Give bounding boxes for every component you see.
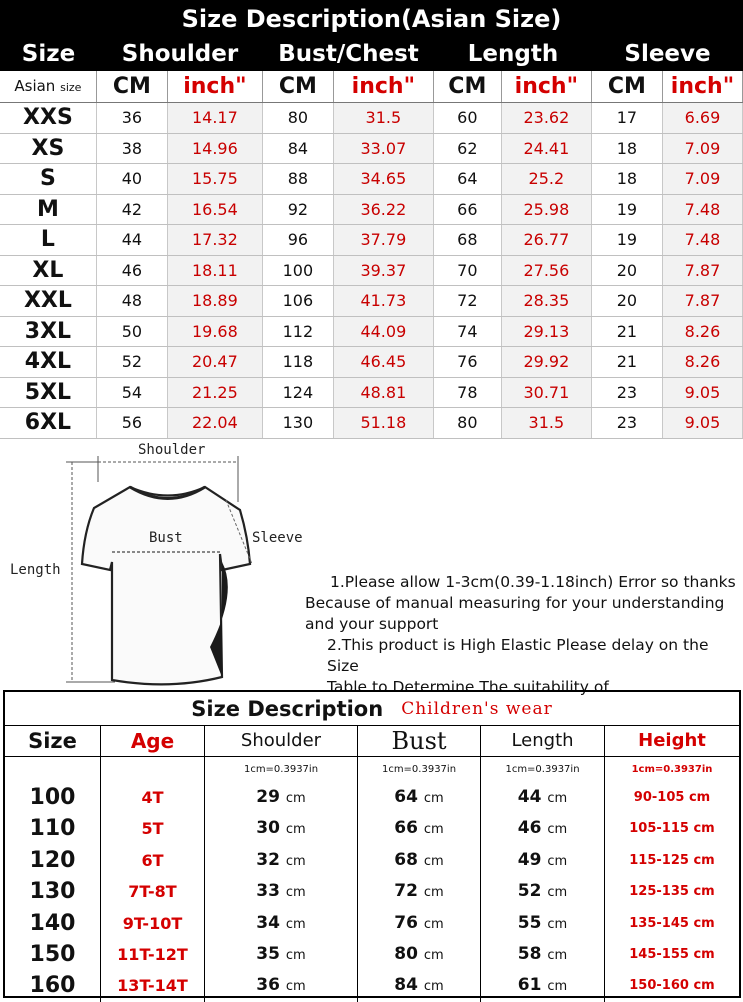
cell-value: 61: [517, 975, 542, 996]
sleeve-inch-cell: 7.48: [663, 225, 743, 255]
bust-inch-cell: 41.73: [334, 286, 434, 316]
shoulder-inch-cell: 17.32: [168, 225, 263, 255]
cell-value: 32: [256, 849, 280, 870]
bust-inch-cell: 51.18: [334, 408, 434, 438]
cell-unit: cm: [285, 853, 306, 869]
shoulder-cell: [205, 908, 358, 939]
table-row: [0, 134, 743, 165]
size-cell: 5XL: [0, 378, 97, 408]
unit-cm: CM: [263, 71, 334, 102]
sleeve-inch-cell: 8.26: [663, 347, 743, 377]
length-cm-cell: 78: [434, 378, 502, 408]
cell-unit: cm: [285, 916, 306, 932]
header-length: Length: [481, 726, 605, 756]
bust-inch-cell: 48.81: [334, 378, 434, 408]
shoulder-inch-cell: 20.47: [168, 347, 263, 377]
bust-inch-cell: 34.65: [334, 164, 434, 194]
children-table-header: [5, 726, 739, 757]
header-height: Height: [638, 730, 706, 751]
sleeve-inch-cell: 7.09: [663, 164, 743, 194]
height-cell: 90-105 cm: [633, 790, 711, 805]
length-inch-cell: 28.35: [502, 286, 592, 316]
shoulder-inch-cell: 15.75: [168, 164, 263, 194]
header-sleeve: Sleeve: [624, 41, 711, 67]
asian-size-label: Asian size: [0, 71, 97, 102]
length-cell: [481, 908, 605, 939]
adult-size-table: [0, 0, 743, 440]
tshirt-measurement-diagram: [0, 442, 303, 692]
note-line: and your support: [305, 615, 439, 633]
unit-note: 1cm=0.3937in: [358, 757, 481, 782]
bust-cell: [358, 876, 481, 907]
length-inch-cell: 25.98: [502, 195, 592, 225]
size-cell: 140: [5, 908, 101, 939]
bust-inch-cell: 44.09: [334, 317, 434, 347]
header-size: Size: [21, 41, 76, 67]
children-size-table: [3, 690, 741, 998]
size-cell: 6XL: [0, 408, 97, 438]
cell-value: 58: [517, 943, 542, 964]
size-cell: S: [0, 164, 97, 194]
length-cm-cell: 74: [434, 317, 502, 347]
sleeve-inch-cell: 7.87: [663, 256, 743, 286]
cell-unit: cm: [547, 791, 568, 806]
length-inch-cell: 31.5: [502, 408, 592, 438]
shoulder-inch-cell: 14.17: [168, 103, 263, 133]
shoulder-cell: [205, 845, 358, 876]
cell-unit: cm: [547, 885, 568, 901]
cell-value: 66: [394, 818, 418, 839]
unit-note: 1cm=0.3937in: [205, 757, 358, 782]
sleeve-cm-cell: 19: [592, 195, 663, 225]
size-cell: 110: [5, 813, 101, 844]
shoulder-inch-cell: 21.25: [168, 378, 263, 408]
unit-empty: [101, 757, 205, 782]
cell-unit: cm: [547, 822, 568, 838]
cell-unit: cm: [285, 947, 306, 963]
shoulder-inch-cell: 18.11: [168, 256, 263, 286]
cell-value: 64: [394, 787, 418, 807]
shoulder-cell: [205, 782, 358, 813]
size-cell: 3XL: [0, 317, 97, 347]
table-row: [0, 378, 743, 409]
diagram-length-label: Length: [10, 562, 61, 578]
unit-inch: inch": [502, 71, 592, 102]
height-cell: 145-155 cm: [629, 946, 715, 962]
adult-table-title: Size Description(Asian Size): [0, 0, 743, 38]
size-cell: 120: [5, 845, 101, 876]
cell-unit: cm: [423, 853, 444, 869]
height-cell: 105-115 cm: [629, 821, 715, 837]
table-row: [0, 164, 743, 195]
shoulder-cell: [205, 876, 358, 907]
sleeve-cm-cell: 20: [592, 256, 663, 286]
table-row: [0, 103, 743, 134]
age-cell: 4T: [101, 782, 205, 813]
shoulder-cm-cell: 56: [97, 408, 168, 438]
table-row: [5, 908, 739, 939]
length-cm-cell: 62: [434, 134, 502, 164]
cell-value: 34: [256, 912, 280, 933]
unit-empty: [5, 757, 101, 782]
cell-value: 49: [517, 849, 542, 870]
age-cell: 11T-12T: [101, 939, 205, 970]
cell-value: 33: [256, 881, 280, 902]
cell-unit: cm: [423, 979, 444, 995]
bust-cell: [358, 970, 481, 1001]
size-cell: 4XL: [0, 347, 97, 377]
diagram-shoulder-label: Shoulder: [138, 442, 206, 458]
unit-cm: CM: [592, 71, 663, 102]
cell-unit: cm: [423, 916, 444, 932]
cell-value: 52: [517, 881, 542, 902]
cell-value: 80: [394, 943, 418, 964]
shoulder-cm-cell: 50: [97, 317, 168, 347]
length-inch-cell: 25.2: [502, 164, 592, 194]
sleeve-inch-cell: 6.69: [663, 103, 743, 133]
note-line: Because of manual measuring for your understanding: [305, 594, 725, 612]
bust-cm-cell: 106: [263, 286, 334, 316]
table-row: [0, 195, 743, 226]
height-cell: 150-160 cm: [629, 978, 715, 994]
size-cell: 160: [5, 970, 101, 1001]
age-cell: 7T-8T: [101, 876, 205, 907]
table-row: [0, 286, 743, 317]
length-cm-cell: 80: [434, 408, 502, 438]
size-cell: 100: [5, 782, 101, 813]
adult-table-header: [0, 38, 743, 71]
sleeve-cm-cell: 23: [592, 378, 663, 408]
length-cm-cell: 64: [434, 164, 502, 194]
sleeve-inch-cell: 8.26: [663, 317, 743, 347]
length-inch-cell: 30.71: [502, 378, 592, 408]
size-cell: XXS: [0, 103, 97, 133]
header-bust: Bust: [358, 726, 481, 756]
length-inch-cell: 26.77: [502, 225, 592, 255]
bust-cm-cell: 112: [263, 317, 334, 347]
bust-cell: [358, 939, 481, 970]
diagram-bust-label: Bust: [149, 530, 183, 546]
shoulder-cell: [205, 939, 358, 970]
cell-unit: cm: [285, 885, 306, 901]
height-cell: 115-125 cm: [629, 852, 715, 868]
cell-unit: cm: [285, 822, 306, 838]
length-cm-cell: 66: [434, 195, 502, 225]
adult-unit-row: [0, 71, 743, 103]
length-cm-cell: 70: [434, 256, 502, 286]
size-cell: M: [0, 195, 97, 225]
length-cell: [481, 845, 605, 876]
bust-cm-cell: 130: [263, 408, 334, 438]
length-cell: [481, 876, 605, 907]
header-shoulder: Shoulder: [205, 726, 358, 756]
cell-value: 36: [256, 975, 280, 996]
cell-unit: cm: [423, 791, 444, 806]
shoulder-cm-cell: 52: [97, 347, 168, 377]
header-length: Length: [467, 41, 559, 67]
cell-unit: cm: [547, 916, 568, 932]
shoulder-cm-cell: 36: [97, 103, 168, 133]
bust-inch-cell: 46.45: [334, 347, 434, 377]
bust-cell: [358, 813, 481, 844]
shoulder-cm-cell: 42: [97, 195, 168, 225]
length-cell: [481, 782, 605, 813]
size-cell: 150: [5, 939, 101, 970]
table-row: [0, 347, 743, 378]
sleeve-cm-cell: 19: [592, 225, 663, 255]
bust-cm-cell: 124: [263, 378, 334, 408]
sleeve-cm-cell: 18: [592, 134, 663, 164]
cell-value: 55: [517, 912, 542, 933]
table-row: [5, 845, 739, 876]
size-cell: XS: [0, 134, 97, 164]
children-table-title: [5, 692, 739, 726]
bust-cm-cell: 92: [263, 195, 334, 225]
cell-value: 35: [256, 943, 280, 964]
bust-cm-cell: 100: [263, 256, 334, 286]
header-size: Size: [5, 726, 101, 756]
height-cell: 125-135 cm: [629, 884, 715, 900]
cell-unit: cm: [547, 853, 568, 869]
bust-cm-cell: 88: [263, 164, 334, 194]
length-cm-cell: 60: [434, 103, 502, 133]
sleeve-inch-cell: 7.48: [663, 195, 743, 225]
length-cell: [481, 939, 605, 970]
table-row: [5, 813, 739, 844]
length-cell: [481, 813, 605, 844]
sleeve-inch-cell: 7.87: [663, 286, 743, 316]
shoulder-cm-cell: 48: [97, 286, 168, 316]
unit-note: 1cm=0.3937in: [481, 757, 605, 782]
length-inch-cell: 27.56: [502, 256, 592, 286]
adult-table-body: [0, 103, 743, 439]
children-subtitle: Children's wear: [401, 698, 553, 719]
bust-cm-cell: 84: [263, 134, 334, 164]
sleeve-cm-cell: 21: [592, 317, 663, 347]
cell-value: 76: [394, 912, 418, 933]
cell-value: 29: [256, 787, 280, 807]
length-cm-cell: 68: [434, 225, 502, 255]
shoulder-inch-cell: 16.54: [168, 195, 263, 225]
sleeve-inch-cell: 9.05: [663, 378, 743, 408]
measurement-notes: [305, 572, 743, 698]
cell-unit: cm: [285, 791, 306, 806]
cell-value: 30: [256, 818, 280, 839]
sleeve-inch-cell: 7.09: [663, 134, 743, 164]
table-row: [5, 970, 739, 1001]
bust-inch-cell: 31.5: [334, 103, 434, 133]
table-row: [0, 256, 743, 287]
cell-value: 46: [517, 818, 542, 839]
cell-unit: cm: [423, 947, 444, 963]
unit-cm: CM: [97, 71, 168, 102]
age-cell: 6T: [101, 845, 205, 876]
note-line: 1.Please allow 1-3cm(0.39-1.18inch) Error so thanks: [330, 573, 736, 591]
shoulder-inch-cell: 14.96: [168, 134, 263, 164]
table-row: [0, 225, 743, 256]
note-line: Table to Determine The suitability of: [327, 678, 609, 696]
header-age: Age: [101, 726, 205, 756]
shoulder-cm-cell: 44: [97, 225, 168, 255]
table-row: [5, 939, 739, 970]
sleeve-cm-cell: 21: [592, 347, 663, 377]
height-cell: 135-145 cm: [629, 915, 715, 931]
sleeve-cm-cell: 20: [592, 286, 663, 316]
cell-unit: cm: [423, 822, 444, 838]
length-inch-cell: 24.41: [502, 134, 592, 164]
children-title: Size Description: [191, 696, 384, 721]
unit-inch: inch": [334, 71, 434, 102]
size-cell: L: [0, 225, 97, 255]
age-cell: 5T: [101, 813, 205, 844]
bust-cm-cell: 80: [263, 103, 334, 133]
bust-inch-cell: 39.37: [334, 256, 434, 286]
shoulder-cm-cell: 54: [97, 378, 168, 408]
sleeve-cm-cell: 23: [592, 408, 663, 438]
bust-cell: [358, 845, 481, 876]
size-cell: 130: [5, 876, 101, 907]
table-row: [5, 876, 739, 907]
bust-inch-cell: 36.22: [334, 195, 434, 225]
unit-inch: inch": [168, 71, 263, 102]
bust-inch-cell: 33.07: [334, 134, 434, 164]
table-row: [0, 317, 743, 348]
children-unit-row: [5, 757, 739, 782]
note-line: 2.This product is High Elastic Please delay on the Size: [327, 636, 709, 675]
unit-note: 1cm=0.3937in: [631, 764, 713, 775]
children-table-body: [5, 782, 739, 1002]
cell-value: 68: [394, 849, 418, 870]
shoulder-cell: [205, 813, 358, 844]
bust-cell: [358, 908, 481, 939]
length-cm-cell: 76: [434, 347, 502, 377]
shoulder-cell: [205, 970, 358, 1001]
size-cell: XXL: [0, 286, 97, 316]
table-row: [0, 408, 743, 439]
bust-cell: [358, 782, 481, 813]
sleeve-inch-cell: 9.05: [663, 408, 743, 438]
shoulder-inch-cell: 22.04: [168, 408, 263, 438]
cell-value: 44: [517, 787, 542, 807]
table-row: [5, 782, 739, 813]
length-cell: [481, 970, 605, 1001]
cell-unit: cm: [547, 947, 568, 963]
cell-value: 84: [394, 975, 418, 996]
size-cell: XL: [0, 256, 97, 286]
cell-unit: cm: [285, 979, 306, 995]
unit-inch: inch": [663, 71, 743, 102]
shoulder-cm-cell: 38: [97, 134, 168, 164]
length-inch-cell: 29.13: [502, 317, 592, 347]
bust-cm-cell: 118: [263, 347, 334, 377]
bust-inch-cell: 37.79: [334, 225, 434, 255]
length-inch-cell: 29.92: [502, 347, 592, 377]
cell-unit: cm: [547, 979, 568, 995]
sleeve-cm-cell: 18: [592, 164, 663, 194]
shoulder-inch-cell: 18.89: [168, 286, 263, 316]
header-shoulder: Shoulder: [121, 41, 239, 67]
shoulder-cm-cell: 40: [97, 164, 168, 194]
age-cell: 9T-10T: [101, 908, 205, 939]
header-bust-chest: Bust/Chest: [278, 41, 419, 67]
diagram-sleeve-label: Sleeve: [252, 530, 303, 546]
unit-cm: CM: [434, 71, 502, 102]
length-inch-cell: 23.62: [502, 103, 592, 133]
length-cm-cell: 72: [434, 286, 502, 316]
cell-unit: cm: [423, 885, 444, 901]
shoulder-inch-cell: 19.68: [168, 317, 263, 347]
bust-cm-cell: 96: [263, 225, 334, 255]
cell-value: 72: [394, 881, 418, 902]
age-cell: 13T-14T: [101, 970, 205, 1001]
shoulder-cm-cell: 46: [97, 256, 168, 286]
sleeve-cm-cell: 17: [592, 103, 663, 133]
